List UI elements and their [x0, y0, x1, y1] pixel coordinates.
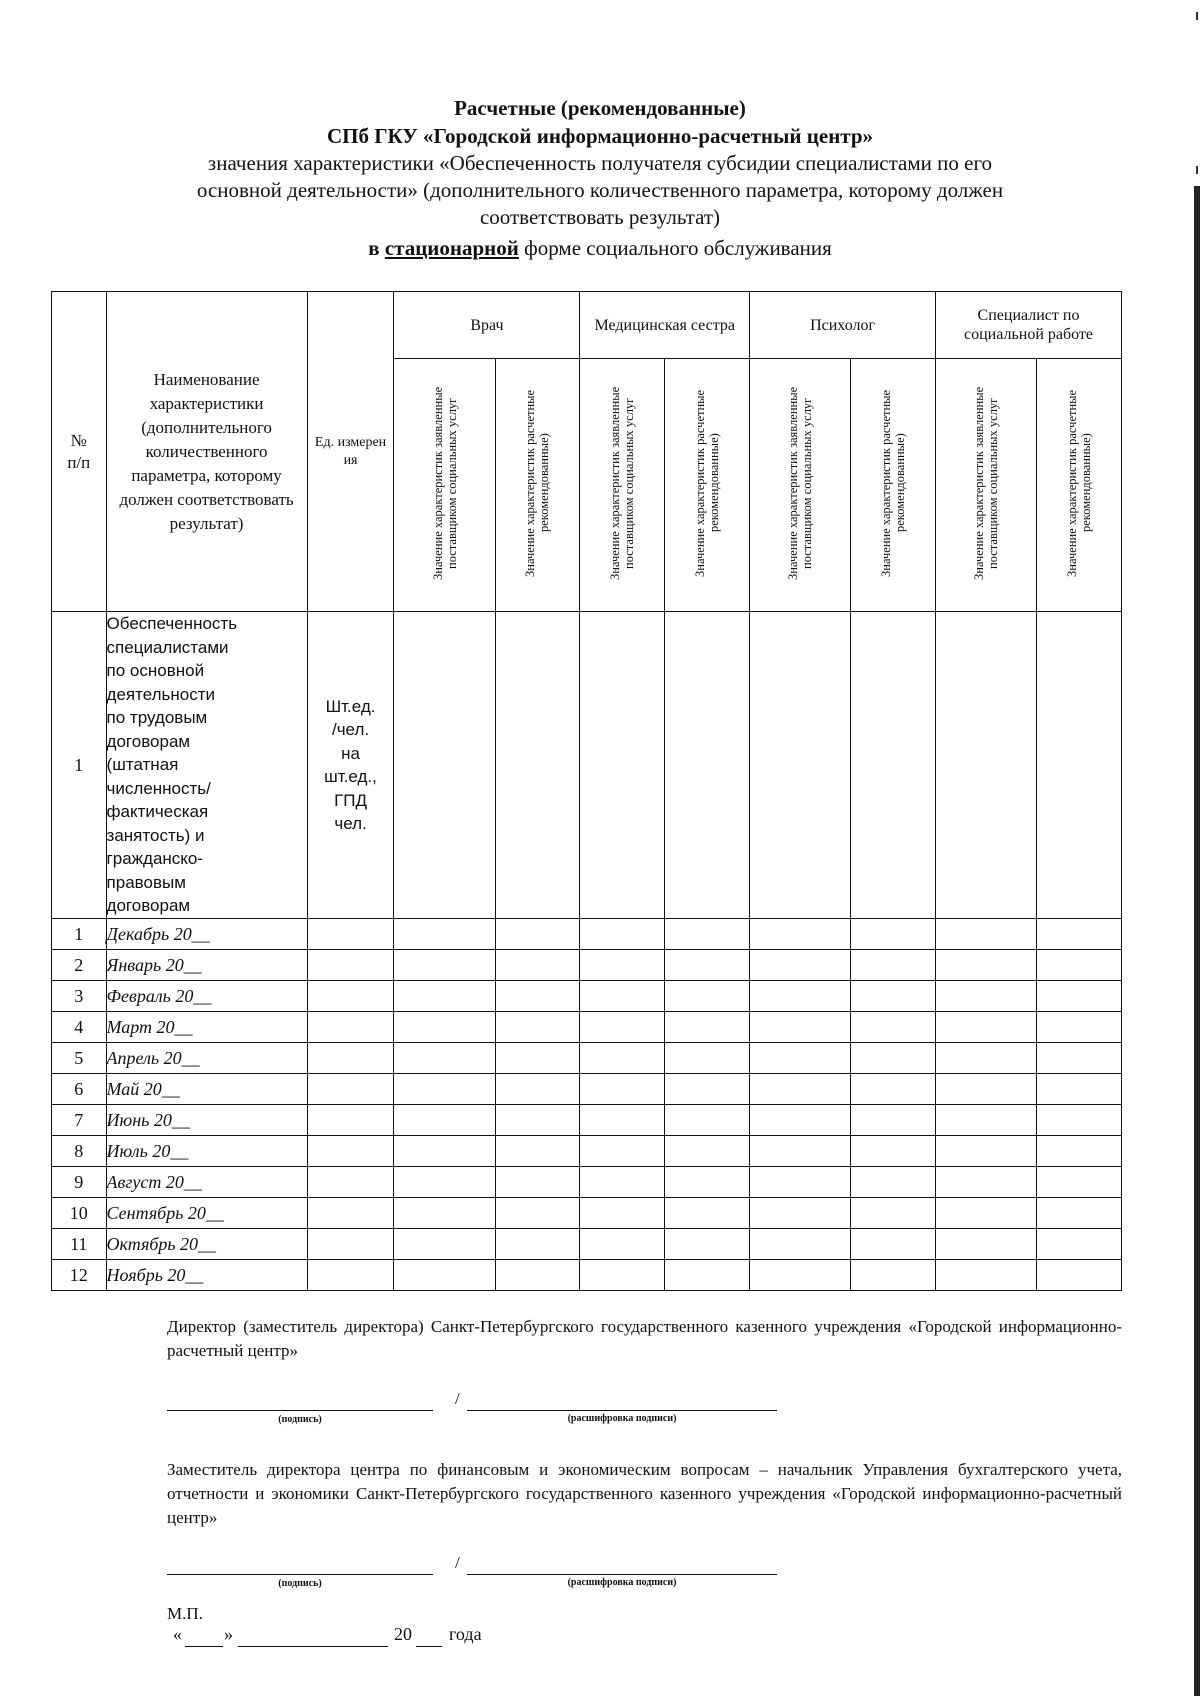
decode-caption: (расшифровка подписи): [567, 1413, 677, 1424]
month-row-label: Ноябрь 20__: [106, 1260, 307, 1291]
unit-cell[interactable]: [307, 1074, 394, 1105]
title-line-3: значения характеристики «Обеспеченность получателя субсидии специалистами по его: [207, 151, 993, 175]
month-row-number: 3: [52, 981, 107, 1012]
month-row-label: Июнь 20__: [106, 1105, 307, 1136]
value-cell[interactable]: [394, 981, 495, 1012]
value-cell[interactable]: [665, 1167, 750, 1198]
value-cell[interactable]: [750, 1167, 851, 1198]
unit-cell[interactable]: [307, 1167, 394, 1198]
value-cell[interactable]: [936, 1167, 1037, 1198]
value-cell[interactable]: [495, 612, 580, 919]
table-row-month: [52, 1136, 1122, 1167]
value-cell[interactable]: [394, 1105, 495, 1136]
scan-margin-bar: [1194, 186, 1200, 1696]
value-cell[interactable]: [394, 1043, 495, 1074]
subheader-declared: Значение характеристик заявленные поставщиком социальных услуг: [580, 359, 665, 612]
value-cell[interactable]: [665, 1043, 750, 1074]
table-row-month: [52, 1229, 1122, 1260]
value-cell[interactable]: [851, 981, 936, 1012]
value-cell[interactable]: [495, 1167, 580, 1198]
value-cell[interactable]: [580, 1229, 665, 1260]
value-cell[interactable]: [495, 1105, 580, 1136]
table-row-main: [52, 612, 1122, 919]
value-cell[interactable]: [495, 950, 580, 981]
month-row-number: 11: [52, 1229, 107, 1260]
date-day-line[interactable]: [185, 1646, 223, 1647]
value-cell[interactable]: [936, 1043, 1037, 1074]
value-cell[interactable]: [750, 1198, 851, 1229]
month-row-number: 8: [52, 1136, 107, 1167]
header-name: Наименование характеристики (дополнительного количественного параметра, которому должен соответствовать результат): [106, 292, 307, 612]
group-social-worker: Специалист по социальной работе: [936, 292, 1122, 359]
director-signature-line[interactable]: [167, 1410, 433, 1411]
scan-tick-mark: [1196, 12, 1198, 20]
value-cell[interactable]: [936, 1136, 1037, 1167]
unit-cell[interactable]: [307, 950, 394, 981]
value-cell[interactable]: [665, 981, 750, 1012]
month-row-number: 4: [52, 1012, 107, 1043]
deputy-signature-line[interactable]: [167, 1574, 433, 1575]
value-cell[interactable]: [851, 612, 936, 919]
value-cell[interactable]: [394, 1167, 495, 1198]
value-cell[interactable]: [495, 1074, 580, 1105]
title-line-1: Расчетные (рекомендованные): [454, 96, 746, 120]
value-cell[interactable]: [851, 1167, 936, 1198]
subheader-calculated: Значение характеристик расчетные рекомендованные): [851, 359, 936, 612]
value-cell[interactable]: [1037, 1043, 1122, 1074]
date-year-line[interactable]: [416, 1646, 442, 1647]
subheader-declared: Значение характеристик заявленные поставщиком социальных услуг: [394, 359, 495, 612]
value-cell[interactable]: [665, 1198, 750, 1229]
table-row-month: [52, 1198, 1122, 1229]
value-cell[interactable]: [580, 1043, 665, 1074]
value-cell[interactable]: [851, 1260, 936, 1291]
unit-cell[interactable]: [307, 919, 394, 950]
date-year-prefix: 20: [394, 1624, 412, 1644]
date-word: года: [449, 1624, 482, 1644]
deputy-decode-line[interactable]: [467, 1574, 777, 1575]
title-line-4: основной деятельности» (дополнительного количественного параметра, которому должен: [196, 178, 1004, 202]
title-underlined-word: стационарной: [384, 236, 519, 260]
value-cell[interactable]: [750, 1074, 851, 1105]
value-cell[interactable]: [1037, 1198, 1122, 1229]
value-cell[interactable]: [1037, 981, 1122, 1012]
table-row-month: [52, 1260, 1122, 1291]
group-doctor: Врач: [394, 292, 580, 359]
value-cell[interactable]: [580, 1074, 665, 1105]
value-cell[interactable]: [936, 1105, 1037, 1136]
signature-slash: /: [455, 1389, 460, 1408]
value-cell[interactable]: [580, 612, 665, 919]
value-cell[interactable]: [580, 981, 665, 1012]
value-cell[interactable]: [750, 950, 851, 981]
director-decode-line[interactable]: [467, 1410, 777, 1411]
table-row-month: [52, 1105, 1122, 1136]
unit-cell[interactable]: [307, 1229, 394, 1260]
subheader-declared: Значение характеристик заявленные поставщиком социальных услуг: [936, 359, 1037, 612]
value-cell[interactable]: [580, 1260, 665, 1291]
value-cell[interactable]: [851, 1043, 936, 1074]
decode-caption: (расшифровка подписи): [567, 1577, 677, 1588]
month-row-number: 12: [52, 1260, 107, 1291]
value-cell[interactable]: [936, 1012, 1037, 1043]
month-row-label: Апрель 20__: [106, 1043, 307, 1074]
date-close-quote: »: [224, 1624, 233, 1644]
value-cell[interactable]: [1037, 1136, 1122, 1167]
value-cell[interactable]: [394, 1229, 495, 1260]
value-cell[interactable]: [1037, 1074, 1122, 1105]
value-cell[interactable]: [665, 1229, 750, 1260]
value-cell[interactable]: [750, 981, 851, 1012]
month-row-number: 5: [52, 1043, 107, 1074]
value-cell[interactable]: [580, 1167, 665, 1198]
subheader-declared: Значение характеристик заявленные поставщиком социальных услуг: [750, 359, 851, 612]
value-cell[interactable]: [851, 1074, 936, 1105]
value-cell[interactable]: [495, 1043, 580, 1074]
value-cell[interactable]: [394, 950, 495, 981]
value-cell[interactable]: [851, 1136, 936, 1167]
subheader-calculated: Значение характеристик расчетные рекомендованные): [495, 359, 580, 612]
month-row-label: Январь 20__: [106, 950, 307, 981]
month-row-label: Октябрь 20__: [106, 1229, 307, 1260]
value-cell[interactable]: [1037, 950, 1122, 981]
table-row-month: [52, 1012, 1122, 1043]
month-row-label: Март 20__: [106, 1012, 307, 1043]
header-num: № п/п: [52, 292, 107, 612]
value-cell[interactable]: [936, 1074, 1037, 1105]
value-cell[interactable]: [665, 1260, 750, 1291]
value-cell[interactable]: [580, 1136, 665, 1167]
unit-cell[interactable]: [307, 1043, 394, 1074]
value-cell[interactable]: [750, 1260, 851, 1291]
value-cell[interactable]: [851, 919, 936, 950]
month-row-number: 1: [52, 919, 107, 950]
value-cell[interactable]: [750, 612, 851, 919]
value-cell[interactable]: [665, 1105, 750, 1136]
value-cell[interactable]: [750, 1136, 851, 1167]
value-cell[interactable]: [936, 950, 1037, 981]
subheader-calculated: Значение характеристик расчетные рекомендованные): [665, 359, 750, 612]
month-row-label: Июль 20__: [106, 1136, 307, 1167]
value-cell[interactable]: [851, 1229, 936, 1260]
table-row-month: [52, 919, 1122, 950]
group-psychologist: Психолог: [750, 292, 936, 359]
signature-slash: /: [455, 1553, 460, 1572]
value-cell[interactable]: [580, 919, 665, 950]
director-text: Директор (заместитель директора) Санкт-Петербургского государственного казенного учреждения «Городской информационно-расчетный центр»: [167, 1317, 1122, 1360]
unit-cell[interactable]: [307, 1260, 394, 1291]
value-cell[interactable]: [665, 1074, 750, 1105]
value-cell[interactable]: [851, 1012, 936, 1043]
group-nurse: Медицинская сестра: [580, 292, 750, 359]
value-cell[interactable]: [936, 919, 1037, 950]
value-cell[interactable]: [665, 919, 750, 950]
value-cell[interactable]: [495, 1136, 580, 1167]
month-row-number: 6: [52, 1074, 107, 1105]
value-cell[interactable]: [1037, 612, 1122, 919]
row-characteristic-name: Обеспеченность специалистами по основной деятельности по трудовым договорам (штатная численность/ фактическая занятость) и гражданско- правовым договорам: [106, 612, 307, 919]
values-table: [51, 291, 1122, 1291]
value-cell[interactable]: [495, 1198, 580, 1229]
value-cell[interactable]: [394, 919, 495, 950]
value-cell[interactable]: [394, 612, 495, 919]
value-cell[interactable]: [580, 1198, 665, 1229]
value-cell[interactable]: [495, 981, 580, 1012]
deputy-text: Заместитель директора центра по финансовым и экономическим вопросам – начальник Управления бухгалтерского учета, отчетности и экономики Санкт-Петербургского государственного казенного учреждения «Городской информационно-расчетный центр»: [167, 1460, 1122, 1527]
value-cell[interactable]: [750, 1105, 851, 1136]
value-cell[interactable]: [936, 1260, 1037, 1291]
month-row-label: Август 20__: [106, 1167, 307, 1198]
unit-cell[interactable]: [307, 981, 394, 1012]
title-line-5: соответствовать результат): [479, 205, 721, 229]
table-row-month: [52, 981, 1122, 1012]
month-row-label: Сентябрь 20__: [106, 1198, 307, 1229]
unit-cell[interactable]: [307, 1198, 394, 1229]
scan-tick-mark: [1196, 166, 1198, 174]
value-cell[interactable]: [750, 1012, 851, 1043]
value-cell[interactable]: [750, 919, 851, 950]
month-row-number: 9: [52, 1167, 107, 1198]
value-cell[interactable]: [580, 1012, 665, 1043]
value-cell[interactable]: [665, 612, 750, 919]
value-cell[interactable]: [394, 1074, 495, 1105]
title-suffix: форме социального обслуживания: [518, 236, 832, 260]
table-row-month: [52, 1167, 1122, 1198]
value-cell[interactable]: [495, 919, 580, 950]
table-row-month: [52, 1043, 1122, 1074]
value-cell[interactable]: [394, 1136, 495, 1167]
signature-caption: (подпись): [278, 1578, 322, 1589]
month-row-number: 10: [52, 1198, 107, 1229]
row-unit: Шт.ед. /чел. на шт.ед., ГПД чел.: [307, 612, 394, 919]
date-open-quote: «: [173, 1624, 182, 1644]
month-row-label: Май 20__: [106, 1074, 307, 1105]
header-unit: Ед. измерен ия: [307, 292, 394, 612]
value-cell[interactable]: [1037, 919, 1122, 950]
value-cell[interactable]: [1037, 1260, 1122, 1291]
month-row-number: 7: [52, 1105, 107, 1136]
value-cell[interactable]: [1037, 1229, 1122, 1260]
month-row-label: Февраль 20__: [106, 981, 307, 1012]
month-row-label: Декабрь 20__: [106, 919, 307, 950]
value-cell[interactable]: [580, 1105, 665, 1136]
value-cell[interactable]: [495, 1229, 580, 1260]
table-row-month: [52, 950, 1122, 981]
signature-caption: (подпись): [278, 1414, 322, 1425]
value-cell[interactable]: [851, 1105, 936, 1136]
value-cell[interactable]: [394, 1198, 495, 1229]
month-row-number: 2: [52, 950, 107, 981]
value-cell[interactable]: [665, 1136, 750, 1167]
document-title: [60, 94, 1140, 262]
value-cell[interactable]: [936, 612, 1037, 919]
value-cell[interactable]: [394, 1012, 495, 1043]
value-cell[interactable]: [936, 1229, 1037, 1260]
value-cell[interactable]: [851, 1198, 936, 1229]
date-month-line[interactable]: [238, 1646, 388, 1647]
value-cell[interactable]: [495, 1260, 580, 1291]
title-line-2: СПб ГКУ «Городской информационно-расчетный центр»: [326, 124, 874, 148]
value-cell[interactable]: [495, 1012, 580, 1043]
value-cell[interactable]: [936, 1198, 1037, 1229]
value-cell[interactable]: [1037, 1105, 1122, 1136]
unit-cell[interactable]: [307, 1136, 394, 1167]
value-cell[interactable]: [851, 950, 936, 981]
value-cell[interactable]: [750, 1229, 851, 1260]
row-number: 1: [52, 612, 107, 919]
value-cell[interactable]: [580, 950, 665, 981]
value-cell[interactable]: [665, 950, 750, 981]
unit-cell[interactable]: [307, 1105, 394, 1136]
title-prefix: в: [368, 236, 385, 260]
subheader-calculated: Значение характеристик расчетные рекомендованные): [1037, 359, 1122, 612]
stamp-place-label: М.П.: [167, 1604, 203, 1623]
table-row-month: [52, 1074, 1122, 1105]
unit-cell[interactable]: [307, 1012, 394, 1043]
value-cell[interactable]: [750, 1043, 851, 1074]
value-cell[interactable]: [394, 1260, 495, 1291]
value-cell[interactable]: [936, 981, 1037, 1012]
value-cell[interactable]: [665, 1012, 750, 1043]
value-cell[interactable]: [1037, 1167, 1122, 1198]
value-cell[interactable]: [1037, 1012, 1122, 1043]
title-line-6: [60, 234, 1140, 262]
